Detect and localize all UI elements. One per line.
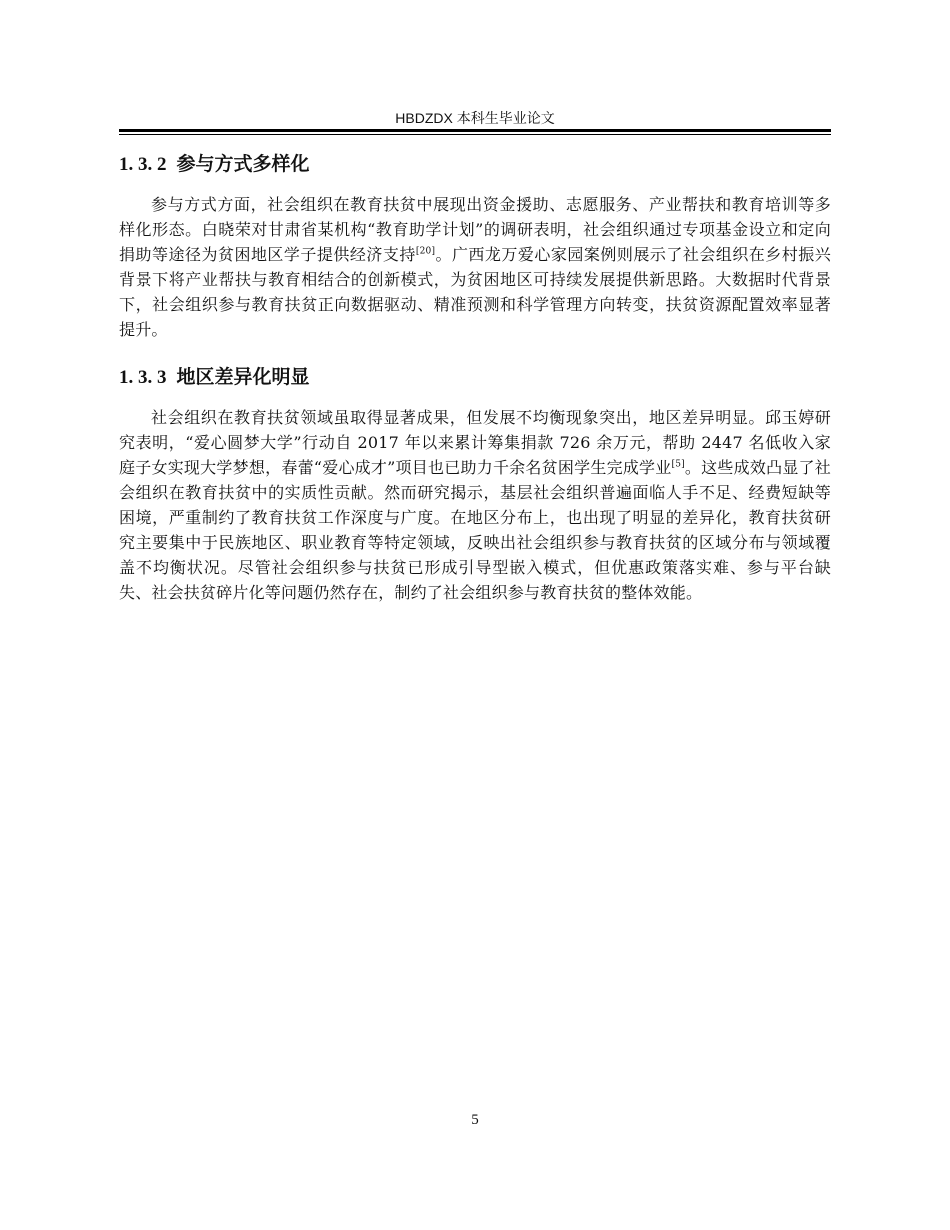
page-number: 5 (471, 1112, 479, 1128)
body-paragraph (119, 192, 831, 342)
section-title: 参与方式多样化 (176, 153, 310, 175)
section-heading-1-3-2 (119, 151, 310, 178)
paragraph-text: 。广西龙万爱心家园案例则展示了社会组织在乡村振兴背景下将产业帮扶与教育相结合的创新模式，为贫困地区可持续发展提供新思路。大数据时代背景下，社会组织参与教育扶贫正向数据驱动、精准预测和科学管理方向转变，扶贫资源配置效率显著提升。 (119, 245, 831, 339)
paragraph-text: 。这些成效凸显了社会组织在教育扶贫中的实质性贡献。然而研究揭示，基层社会组织普遍面临人手不足、经费短缺等困境，严重制约了教育扶贫工作深度与广度。在地区分布上，也出现了明显的差异化，教育扶贫研究主要集中于民族地区、职业教育等特定领域，反映出社会组织参与教育扶贫的区域分布与领域覆盖不均衡状况。尽管社会组织参与扶贫已形成引导型嵌入模式，但优惠政策落实难、参与平台缺失、社会扶贫碎片化等问题仍然存在，制约了社会组织参与教育扶贫的整体效能。 (119, 458, 831, 602)
section-title: 地区差异化明显 (176, 366, 310, 388)
header-rule-thin (119, 134, 831, 135)
citation-ref: [5] (671, 459, 685, 470)
section-number: 1. 3. 3 (119, 367, 167, 388)
body-paragraph (119, 405, 831, 605)
running-header: HBDZDX 本科生毕业论文 (395, 110, 555, 126)
paragraph-text: 社会组织在教育扶贫领域虽取得显著成果，但发展不均衡现象突出，地区差异明显。邱玉婷研究表明，“爱心圆梦大学”行动自 2017 年以来累计筹集捐款 726 余万元，帮助 2447 名低收入家庭子女实现大学梦想，春蕾“爱心成才”项目也已助力千余名贫困学生完成学业 (119, 408, 831, 477)
header-rule-thick (119, 129, 831, 132)
section-heading-1-3-3 (119, 364, 310, 391)
paragraph-text: 参与方式方面，社会组织在教育扶贫中展现出资金援助、志愿服务、产业帮扶和教育培训等多样化形态。白晓荣对甘肃省某机构“教育助学计划”的调研表明，社会组织通过专项基金设立和定向捐助等途径为贫困地区学子提供经济支持 (119, 195, 831, 264)
section-number: 1. 3. 2 (119, 154, 167, 175)
citation-ref: [20] (415, 246, 436, 257)
